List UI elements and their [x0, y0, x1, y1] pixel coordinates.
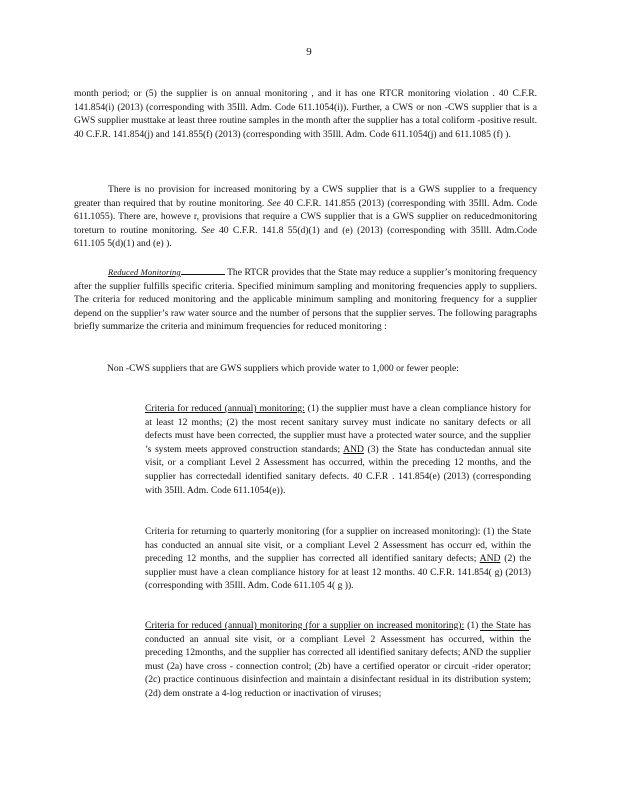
criteria-reduced-annual-monitoring — [145, 402, 531, 497]
paragraph-increased-monitoring — [74, 183, 537, 251]
criteria-reduced-text-1: (1) the supplier must have a clean compliance history for at least 12 months; (2) the most recent sanitary survey must indicate no sanitary defects or all defects must have been corrected, the supplier must have a protected water source, and the supplier ’s system meets approved construction standards; — [145, 403, 531, 455]
criteria-returning-quarterly-monitoring — [145, 525, 531, 593]
paragraph-increased-monitoring-text-2: 40 C.F.R. 141.855 (2013) (corresponding with 35Ill. Adm. Code 611.1055). There are, howeve r, provisions that require a CWS supplier that is a GWS supplier on reducedmonitoring toreturn to routine monitoring. — [74, 197, 537, 236]
criteria-reduced-from-increased-monitoring — [145, 619, 531, 701]
paragraph-reduced-monitoring — [74, 265, 537, 334]
criteria-reduced-increased-heading: Criteria for reduced (annual) monitoring (for a supplier on increased monitoring): — [145, 620, 465, 631]
citation-signal-see: See — [267, 197, 281, 209]
criteria-reduced-text-2: (3) the State has conductedan annual site visit, or a compliant Level 2 Assessment has occurred, within the preceding 12 months, and the supplier has correctedall identified sanitary defects. 40 C.F.R . 141.854(e) (2013) (corresponding with 35Ill. Adm. Code 611.1054(e)). — [145, 443, 532, 496]
criteria-returning-text-1: Criteria for returning to quarterly monitoring (for a supplier on increased monitoring): (1) the State has conducted an annual site visit, or a compliant Level 2 Assessment has occurr ed, within the preceding 12 months, and the supplier has corrected all identified sanitary defects; — [145, 526, 531, 565]
heading-underline-extension — [480, 630, 529, 631]
paragraph-monitoring-triggers: month period; or (5) the supplier is on annual monitoring , and it has one RTCR monitoring violation . 40 C.F.R. 141.854(i) (2013) (corresponding with 35Ill. Adm. Code 611.1054(i)). Further, a CWS or non -CWS supplier that is a GWS supplier musttake at least three routine samples in the month after the supplier has a total coliform -positive result. 40 C.F.R. 141.854(j) and 141.855(f) (2013) (corresponding with 35Ill. Adm. Code 611.1054(j) and 611.1085 (f) ). — [74, 88, 537, 140]
paragraph-increased-monitoring-text-3: 40 C.F.R. 141.8 55(d)(1) and (e) (2013) (corresponding with 35Ill. Adm.Code 611.105 5(d)(1) and (e) ). — [74, 224, 538, 250]
paragraph-non-cws-suppliers: Non -CWS suppliers that are GWS suppliers which provide water to 1,000 or fewer people: — [107, 363, 459, 374]
criteria-and-emphasis: AND — [343, 443, 364, 455]
heading-underline — [181, 265, 225, 275]
paragraph-increased-monitoring-text-1: There is no provision for increased monitoring by a CWS supplier that is a GWS supplier to a frequency greater than required that by routine monitoring. — [74, 184, 537, 209]
section-heading-reduced-monitoring: Reduced Monitoring — [108, 267, 181, 277]
paragraph-reduced-monitoring-text: The RTCR provides that the State may reduce a supplier’s monitoring frequency after the supplier fulfills specific criteria. Specified minimum sampling and monitoring frequencies apply to suppliers. The criteria for reduced monitoring and the applicable minimum sampling and monitoring frequency for a supplier depend on the supplier’s raw water source and the number of persons that the supplier serves. The following paragraphs briefly summarize the criteria and minimum frequencies for reduced monitoring : — [74, 267, 537, 333]
criteria-and-emphasis: AND — [479, 553, 501, 565]
citation-signal-see: See — [201, 224, 215, 236]
criteria-reduced-heading: Criteria for reduced (annual) monitoring: — [145, 403, 305, 414]
page-number: 9 — [306, 46, 312, 58]
criteria-returning-text-2: (2) the supplier must have a clean compliance history for at least 12 months. 40 C.F.R. 141.854( g) (2013) (corresponding with 35Ill. Adm. Code 611.105 4( g )). — [145, 553, 531, 592]
criteria-reduced-increased-text: (1) the State has conducted an annual site visit, or a compliant Level 2 Assessment has occurred, within the preceding 12months, and the supplier has corrected all identified sanitary defects; AND the supplier must (2a) have cross - connection control; (2b) have a certified operator or circuit -rider operator; (2c) practice continuous disinfection and maintain a disinfectant residual in its distribution system; (2d) dem onstrate a 4-log reduction or inactivation of viruses; — [145, 620, 531, 699]
